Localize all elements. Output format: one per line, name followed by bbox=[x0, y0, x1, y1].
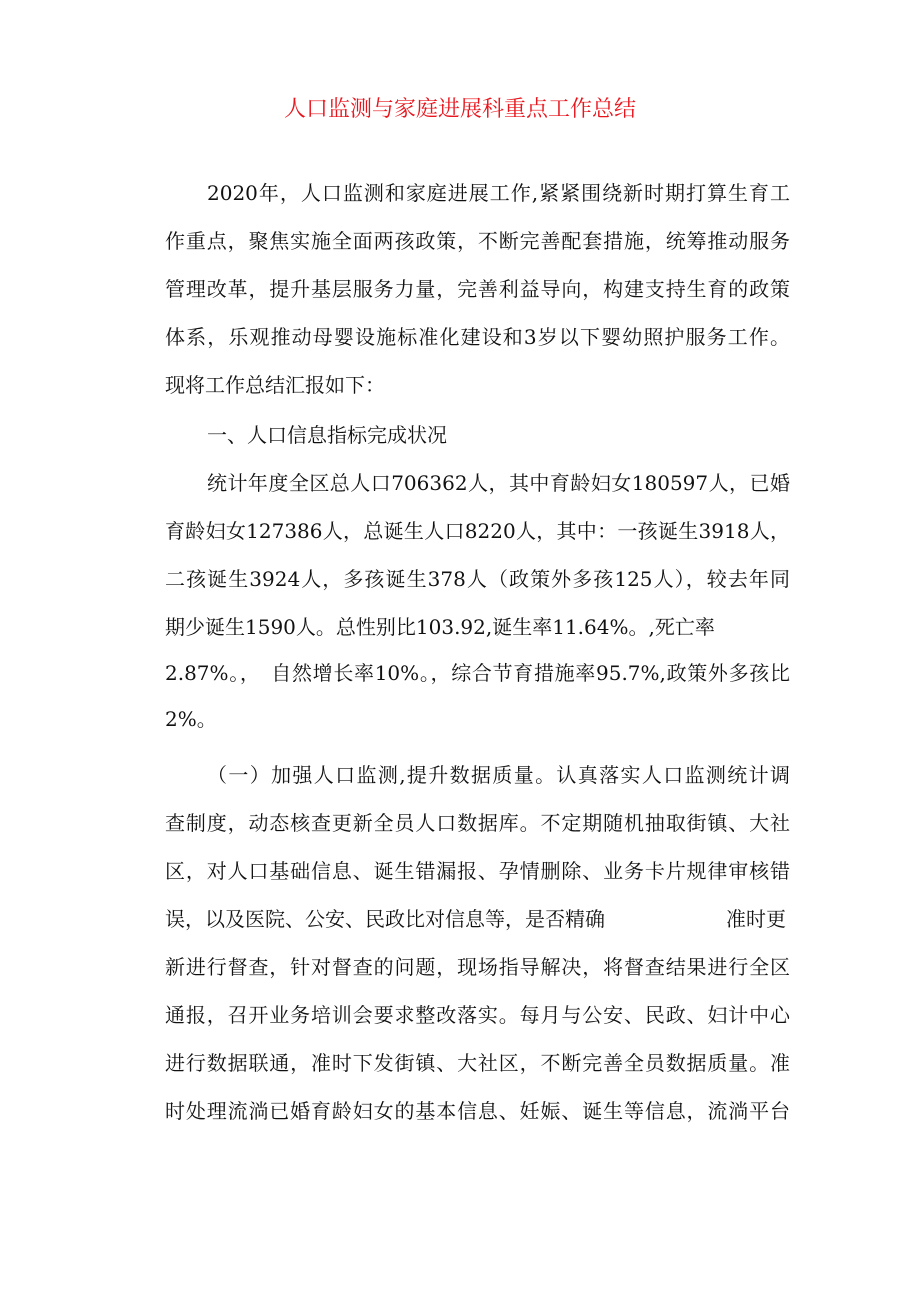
paragraph-line: 查制度，动态核查更新全员人口数据库。不定期随机抽取街镇、大社 bbox=[165, 811, 790, 835]
paragraph-line: 通报，召开业务培训会要求整改落实。每月与公安、民政、妇计中心 bbox=[165, 1003, 790, 1027]
paragraph-line: 误，以及医院、公安、民政比对信息等，是否精确 bbox=[165, 907, 605, 931]
paragraph-line: 管理改革，提升基层服务力量，完善利益导向，构建支持生育的政策 bbox=[165, 277, 790, 301]
section-heading: 一、人口信息指标完成状况 bbox=[207, 423, 447, 447]
paragraph-line: 时处理流淌已婚育龄妇女的基本信息、妊娠、诞生等信息，流淌平台 bbox=[165, 1099, 790, 1123]
paragraph-line-fragment: 准时更 bbox=[726, 907, 786, 931]
paragraph-line: 2.87%。， 自然增长率10%。，综合节育措施率95.7%,政策外多孩比 bbox=[165, 661, 790, 685]
paragraph-line: 2020年，人口监测和家庭进展工作,紧紧围绕新时期打算生育工 bbox=[207, 181, 790, 205]
paragraph-line: （一）加强人口监测,提升数据质量。认真落实人口监测统计调 bbox=[207, 763, 790, 787]
paragraph-line: 现将工作总结汇报如下： bbox=[165, 373, 385, 397]
paragraph-line: 育龄妇女127386人，总诞生人口8220人，其中：一孩诞生3918人， bbox=[165, 519, 790, 543]
paragraph-line: 2%。 bbox=[165, 707, 217, 731]
paragraph-line: 二孩诞生3924人，多孩诞生378人（政策外多孩125人），较去年同 bbox=[165, 567, 790, 591]
paragraph-line: 区，对人口基础信息、诞生错漏报、孕情删除、业务卡片规律审核错 bbox=[165, 859, 790, 883]
paragraph-line: 进行数据联通，准时下发街镇、大社区，不断完善全员数据质量。准 bbox=[165, 1051, 790, 1075]
paragraph-line: 期少诞生1590人。总性别比103.92,诞生率11.64%。,死亡率 bbox=[165, 615, 715, 639]
paragraph-line: 体系，乐观推动母婴设施标准化建设和3岁以下婴幼照护服务工作。 bbox=[165, 325, 790, 349]
document-title: 人口监测与家庭进展科重点工作总结 bbox=[283, 97, 636, 122]
paragraph-line: 新进行督查，针对督查的问题，现场指导解决，将督查结果进行全区 bbox=[165, 955, 790, 979]
paragraph-line: 作重点，聚焦实施全面两孩政策，不断完善配套措施，统筹推动服务 bbox=[165, 229, 790, 253]
paragraph-line: 统计年度全区总人口706362人，其中育龄妇女180597人，已婚 bbox=[207, 471, 790, 495]
